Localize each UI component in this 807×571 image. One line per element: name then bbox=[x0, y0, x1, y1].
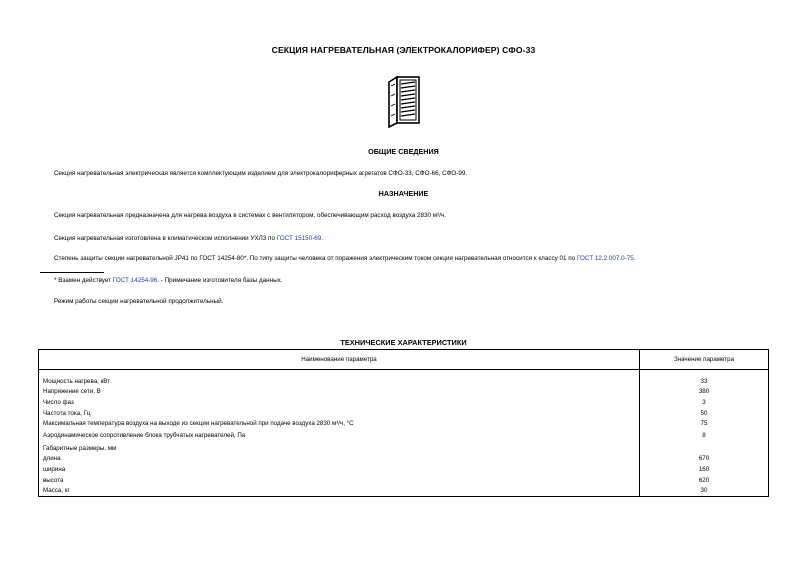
param-value: 670 bbox=[640, 454, 769, 465]
param-name: ширина bbox=[43, 465, 66, 473]
table-row bbox=[39, 418, 769, 429]
climate-paragraph bbox=[54, 235, 323, 242]
climate-suffix: . bbox=[321, 235, 323, 242]
protection-paragraph bbox=[54, 255, 635, 262]
param-value: 380 bbox=[640, 387, 769, 398]
table-row bbox=[39, 464, 769, 475]
table-row bbox=[39, 376, 769, 387]
page-title: СЕКЦИЯ НАГРЕВАТЕЛЬНАЯ (ЭЛЕКТРОКАЛОРИФЕР) СФО-33 bbox=[271, 45, 536, 55]
param-name: Масса, кг bbox=[43, 487, 70, 495]
table-title: ТЕХНИЧЕСКИЕ ХАРАКТЕРИСТИКИ bbox=[340, 338, 467, 347]
footnote-divider bbox=[40, 272, 104, 273]
purpose-paragraph: Секция нагревательная предназначена для нагрева воздуха в системах с вентилятором, обеспечивающим расход воздуха 2830 м³/ч. bbox=[54, 212, 447, 219]
table-row bbox=[39, 387, 769, 398]
param-name: Габаритные размеры, мм bbox=[43, 444, 117, 452]
mode-paragraph: Режим работы секции нагревательной продолжительный. bbox=[54, 298, 224, 305]
param-name: Напряжение сети, В bbox=[43, 388, 101, 396]
value-column-header: Значение параметра bbox=[640, 350, 769, 370]
heater-section-illustration bbox=[387, 76, 421, 128]
param-name: Аэродинамическое сопротивление блока трубчатых нагревателей, Па bbox=[43, 432, 246, 440]
param-value: 50 bbox=[640, 408, 769, 419]
table-row bbox=[39, 397, 769, 408]
param-value: 3 bbox=[640, 397, 769, 408]
param-value: 8 bbox=[640, 429, 769, 443]
table-row bbox=[39, 408, 769, 419]
param-name: Число фаз bbox=[43, 398, 74, 406]
table-row bbox=[39, 429, 769, 443]
gost-12-2-007-link[interactable]: ГОСТ 12.2.007.0-75 bbox=[576, 255, 634, 262]
protection-text: Степень защиты секции нагревательной JP41 по ГОСТ 14254-80*. По типу защиты человека от поражения электрическим током секция нагревательная относится к классу 01 по bbox=[54, 255, 576, 262]
param-value: 75 bbox=[640, 418, 769, 429]
param-name: Мощность нагрева, кВт bbox=[43, 377, 111, 385]
param-name: длина bbox=[43, 455, 61, 463]
param-value: 620 bbox=[640, 475, 769, 486]
param-value: 33 bbox=[640, 376, 769, 387]
gost-14254-96-link[interactable]: ГОСТ 14254-96 bbox=[112, 277, 158, 284]
general-paragraph: Секция нагревательная электрическая является комплектующим изделием для электрокалориферных агрегатов СФО-33, СФО-66, СФО-99. bbox=[54, 170, 468, 177]
param-name: высота bbox=[43, 476, 64, 484]
gost-15150-link[interactable]: ГОСТ 15150-69 bbox=[276, 235, 322, 242]
table-row bbox=[39, 475, 769, 486]
param-value: 160 bbox=[640, 464, 769, 475]
param-column-header: Наименование параметра bbox=[39, 350, 640, 370]
spec-table bbox=[38, 349, 769, 497]
protection-suffix: . bbox=[633, 255, 636, 262]
table-row bbox=[39, 454, 769, 465]
param-value bbox=[640, 443, 769, 454]
footnote-suffix: . - Примечание изготовителя базы данных. bbox=[157, 277, 283, 284]
climate-text: Секция нагревательная изготовлена в климатическом исполнении УХЛ3 по bbox=[54, 235, 275, 242]
table-row bbox=[39, 485, 769, 496]
table-row bbox=[39, 443, 769, 454]
param-value: 30 bbox=[640, 485, 769, 496]
purpose-heading: НАЗНАЧЕНИЕ bbox=[378, 189, 429, 198]
param-name: Максимальная температура воздуха на выходе из секции нагревательной при подаче воздуха 2830 м³/ч, °С bbox=[43, 420, 354, 428]
footnote bbox=[54, 277, 283, 284]
param-name: Частота тока, Гц bbox=[43, 409, 91, 417]
footnote-text: * Взамен действует bbox=[54, 277, 112, 284]
general-heading: ОБЩИЕ СВЕДЕНИЯ bbox=[368, 147, 439, 156]
